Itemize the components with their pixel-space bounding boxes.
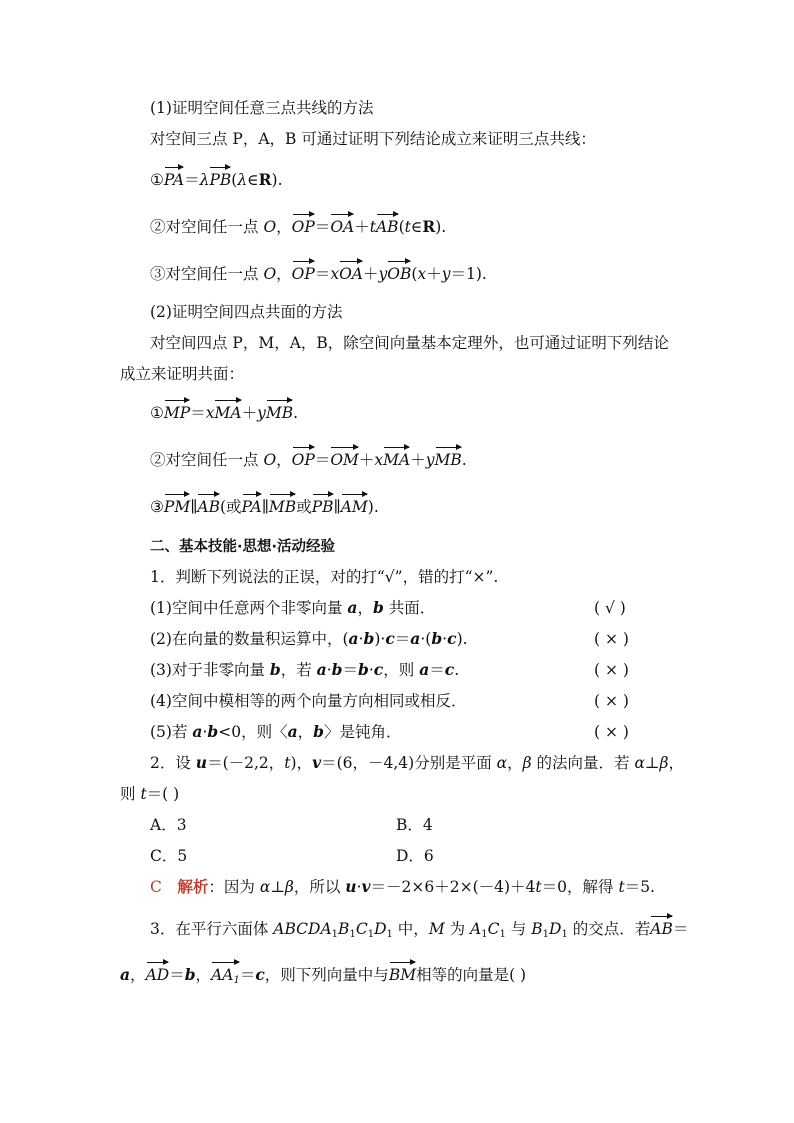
q1-mark-1: ( √ ): [594, 599, 626, 617]
sec2-item2: ②对空间任一点 O，OP＝OM＋xMA＋yMB.: [150, 451, 467, 469]
q1-item-4: (4)空间中模相等的两个向量方向相同或相反．: [150, 692, 467, 710]
q3-stem-2: a，AD＝b，$AA_1=c$，则下列向量中与BM相等的向量是( ): [120, 965, 526, 991]
q1-item-3: (3)对于非零向量 b，若 a·b＝b·c，则 a＝c.: [150, 660, 460, 679]
q2-option-a: A．3: [150, 816, 187, 834]
sec1-item2: ②对空间任一点 O，OP＝OA＋tAB(t∈R).: [150, 217, 447, 236]
sec2-intro-2: 成立来证明共面：: [120, 365, 245, 383]
sec2-item3: ③PM∥AB(或PA∥MB或PB∥AM).: [150, 498, 379, 516]
q2-option-d: D．6: [396, 847, 434, 865]
sec2-item1: ①MP＝xMA＋yMB.: [150, 404, 299, 422]
q1-item-5: (5)若 a·b<0，则〈a，b〉是钝角．: [150, 722, 402, 741]
q1-stem: 1．判断下列说法的正误，对的打“√”，错的打“×”.: [150, 568, 499, 586]
q2-option-c: C．5: [150, 847, 188, 865]
sec1-title: (1)证明空间任意三点共线的方法: [150, 99, 374, 117]
q2-solution: C 解析：因为 α⊥β，所以 u·v＝－2×6＋2×(－4)＋4t＝0，解得 t＝5.: [150, 877, 655, 896]
q1-item-1: (1)空间中任意两个非零向量 a，b 共面．: [150, 598, 436, 617]
q1-item-2: (2)在向量的数量积运算中，(a·b)·c＝a·(b·c).: [150, 629, 468, 648]
q2-stem-2: 则 t＝( ): [120, 785, 180, 803]
sec1-item3: ③对空间任一点 O，OP＝xOA＋yOB(x＋y＝1).: [150, 265, 487, 283]
q1-mark-3: ( × ): [594, 661, 629, 679]
q2-option-b: B．4: [396, 816, 433, 834]
part2-heading: 二、基本技能·思想·活动经验: [150, 539, 336, 555]
q1-mark-2: ( × ): [594, 630, 629, 648]
sec1-intro: 对空间三点 P，A，B 可通过证明下列结论成立来证明三点共线：: [150, 130, 596, 148]
q1-mark-4: ( × ): [594, 692, 629, 710]
q3-stem-1: 3．在平行六面体 $ABCDA_1B_1C_1D_1$ 中，M 为 $A_1C_1$ 与 $B_1D_1$ 的交点．若AB＝: [150, 920, 689, 940]
q2-stem-1: 2．设 u＝(－2,2，t)，v＝(6，－4,4)分别是平面 α，β 的法向量．若 α⊥β，: [150, 753, 684, 772]
q2-answer: C: [150, 878, 162, 896]
sec1-item1: ①PA＝λPB(λ∈R).: [150, 170, 283, 189]
sec2-title: (2)证明空间四点共面的方法: [150, 303, 343, 321]
sec2-intro-1: 对空间四点 P，M，A，B，除空间向量基本定理外，也可通过证明下列结论: [150, 334, 669, 352]
q1-mark-5: ( × ): [594, 723, 629, 741]
